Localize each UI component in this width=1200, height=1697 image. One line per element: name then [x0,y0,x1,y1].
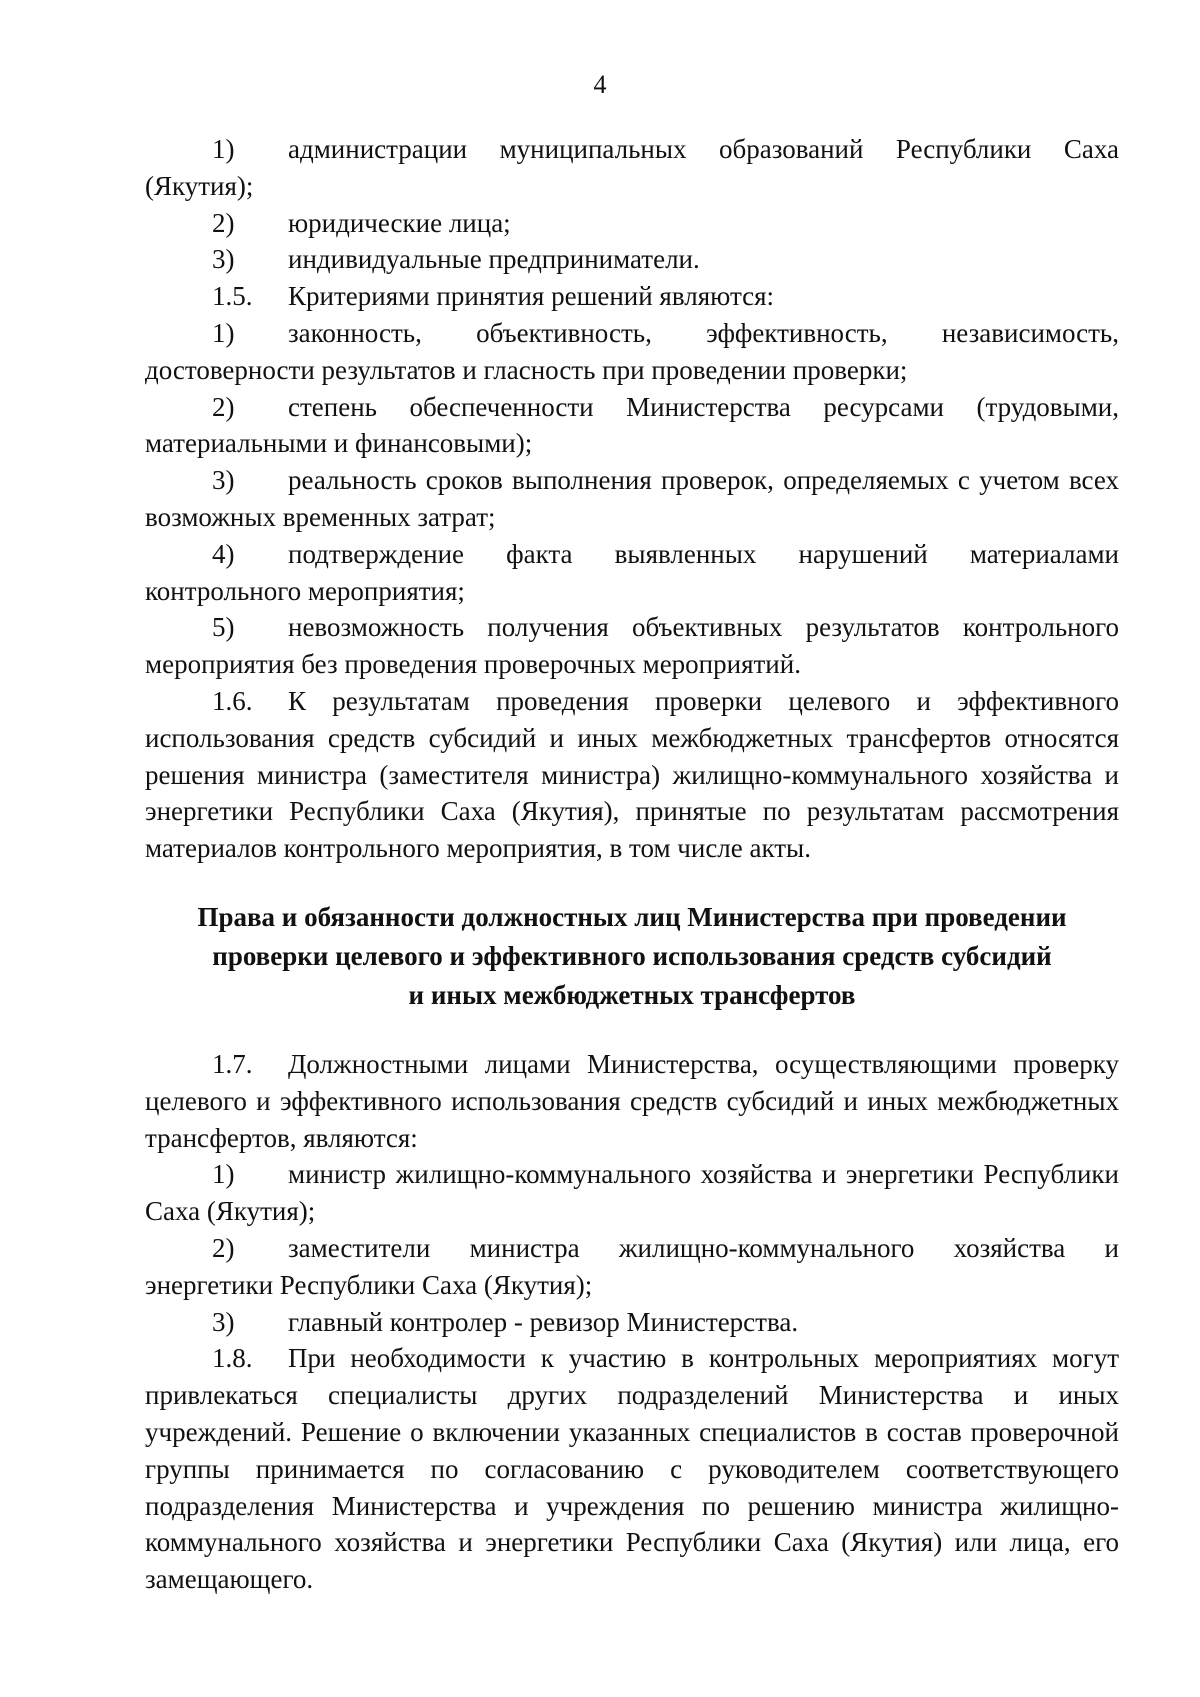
list-item [145,1304,1119,1341]
list-item [145,1340,1119,1598]
list-item [145,131,1119,205]
item-text: невозможность получения объективных результатов контрольного мероприятия без проведения проверочных мероприятий. [145,612,1119,680]
item-number: 1.8. [212,1343,253,1374]
item-number: 2) [212,207,235,238]
list-item [145,1230,1119,1304]
list-item [145,278,1119,315]
list-item [145,1046,1119,1156]
item-number: 4) [212,538,235,569]
item-number: 2) [212,1232,235,1263]
item-number: 1.5. [212,281,253,312]
item-text: реальность сроков выполнения проверок, определяемых с учетом всех возможных временных затрат; [145,465,1119,532]
item-number: 3) [212,1306,235,1337]
item-number: 3) [212,244,235,275]
list-item [145,1156,1119,1230]
item-text: Критериями принятия решений являются: [288,281,774,312]
item-text: администрации муниципальных образований Республики Саха (Якутия); [145,134,1119,201]
item-text: степень обеспеченности Министерства ресурсами (трудовыми, материальными и финансовыми); [145,391,1119,459]
item-number: 2) [212,391,235,422]
list-item [145,205,1119,242]
list-item [145,241,1119,278]
item-text: подтверждение факта выявленных нарушений материалами контрольного мероприятия; [145,538,1119,606]
item-number: 3) [212,465,235,496]
item-text: главный контролер - ревизор Министерства. [288,1306,799,1337]
list-item [145,536,1119,610]
item-number: 1.6. [212,685,253,716]
item-number: 1) [212,317,235,348]
list-item [145,462,1119,536]
item-text: юридические лица; [288,207,511,238]
list-item [145,389,1119,463]
page-number: 4 [593,70,607,99]
document-body [145,131,1119,1598]
item-number: 1) [212,134,235,164]
item-number: 1) [212,1159,235,1190]
item-text: заместители министра жилищно-коммунального хозяйства и энергетики Республики Саха (Якутия); [145,1232,1119,1300]
section-heading [145,898,1119,1015]
list-item [145,683,1119,867]
item-text: При необходимости к участию в контрольных мероприятиях могут привлекаться специалисты других подразделений Министерства и иных учреждений. Решение о включении указанных специалистов в состав проверочной группы принимается по согласованию с руководителем соответствующего подразделения Министерства и учреждения по решению министра жилищно-коммунального хозяйства и энергетики Республики Саха (Якутия) или лица, его замещающего. [145,1343,1119,1595]
item-number: 5) [212,612,235,643]
paragraph-list-top [145,131,1119,867]
section-heading-line: и иных межбюджетных трансфертов [408,979,856,1010]
item-text: К результатам проведения проверки целевого и эффективного использования средств субсидий и иных межбюджетных трансфертов относятся решения министра (заместителя министра) жилищно-коммунального хозяйства и энергетики Республики Саха (Якутия), принятые по результатам рассмотрения материалов контрольного мероприятия, в том числе акты. [145,685,1119,864]
item-text: индивидуальные предприниматели. [288,244,700,275]
section-heading-line: проверки целевого и эффективного использования средств субсидий [212,940,1052,971]
item-text: законность, объективность, эффективность, независимость, достоверности результатов и гласность при проведении проверки; [145,317,1119,385]
list-item [145,315,1119,389]
list-item [145,609,1119,683]
item-text: министр жилищно-коммунального хозяйства и энергетики Республики Саха (Якутия); [145,1159,1119,1227]
section-heading-line: Права и обязанности должностных лиц Министерства при проведении [197,901,1067,932]
item-number: 1.7. [212,1048,253,1079]
paragraph-list-bottom [145,1046,1119,1598]
item-text: Должностными лицами Министерства, осуществляющими проверку целевого и эффективного использования средств субсидий и иных межбюджетных трансфертов, являются: [145,1048,1119,1153]
